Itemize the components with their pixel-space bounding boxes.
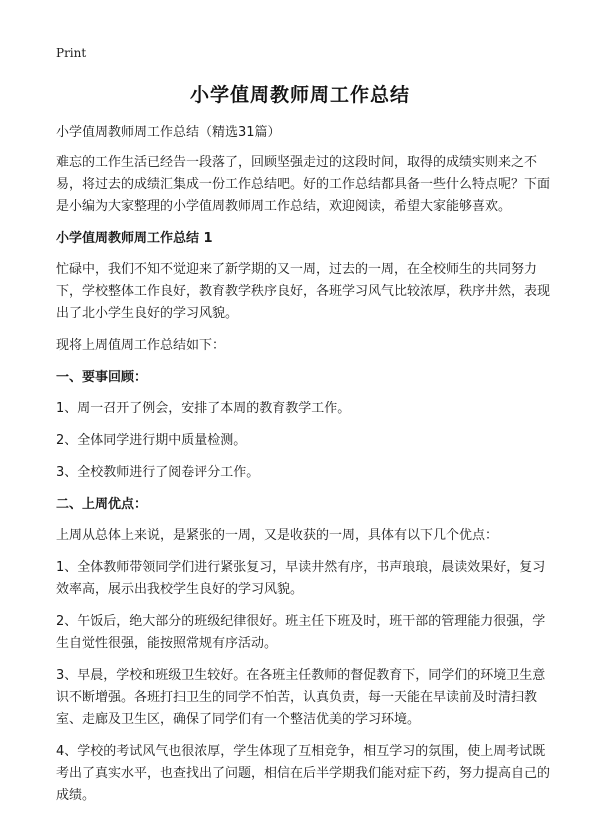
part-heading: 二、上周优点： bbox=[56, 497, 148, 512]
article-subtitle: 小学值周教师周工作总结（精选31篇） bbox=[56, 125, 281, 140]
list-item: 2、午饭后，绝大部分的班级纪律很好。班主任下班及时，班干部的管理能力很强，学生自觉性很强，能按照常规有序活动。 bbox=[56, 614, 546, 651]
list-item: 4、学校的考试风气也很浓厚，学生体现了互相竞争，相互学习的氛围，使上周考试既考出了真实水平，也查找出了问题，相信在后半学期我们能对症下药，努力提高自己的成绩。 bbox=[56, 744, 551, 803]
body-paragraph: 现将上周值周工作总结如下： bbox=[56, 338, 226, 353]
page-title: 小学值周教师周工作总结 bbox=[189, 84, 410, 106]
part-heading: 一、要事回顾： bbox=[56, 370, 148, 385]
list-item: 2、全体同学进行期中质量检测。 bbox=[56, 433, 247, 448]
list-item: 3、早晨，学校和班级卫生较好。在各班主任教师的督促教育下，同学们的环境卫生意识不断增强。各班打扫卫生的同学不怕苦，认真负责，每一天能在早读前及时清扫教室、走廊及卫生区，确保了同学们有一个整洁优美的学习环境。 bbox=[56, 668, 546, 727]
body-paragraph: 上周从总体上来说，是紧张的一周，又是收获的一周，具体有以下几个优点： bbox=[56, 528, 499, 543]
section-heading: 小学值周教师周工作总结 1 bbox=[56, 231, 213, 246]
article-body bbox=[56, 122, 550, 817]
list-item: 1、全体教师带领同学们进行紧张复习，早读井然有序，书声琅琅，晨读效果好，复习效率高，展示出我校学生良好的学习风貌。 bbox=[56, 560, 546, 597]
list-item: 3、全校教师进行了阅卷评分工作。 bbox=[56, 465, 260, 480]
print-link[interactable]: Print bbox=[56, 46, 87, 60]
list-item: 1、周一召开了例会，安排了本周的教育教学工作。 bbox=[56, 401, 351, 416]
intro-paragraph: 难忘的工作生活已经告一段落了，回顾坚强走过的这段时间，取得的成绩实则来之不易，将过去的成绩汇集成一份工作总结吧。好的工作总结都具备一些什么特点呢？下面是小编为大家整理的小学值周教师周工作总结，欢迎阅读，希望大家能够喜欢。 bbox=[56, 155, 551, 214]
body-paragraph: 忙碌中，我们不知不觉迎来了新学期的又一周，过去的一周，在全校师生的共同努力下，学校整体工作良好，教育教学秩序良好，各班学习风气比较浓厚，秩序井然，表现出了北小学生良好的学习风貌。 bbox=[56, 262, 551, 321]
